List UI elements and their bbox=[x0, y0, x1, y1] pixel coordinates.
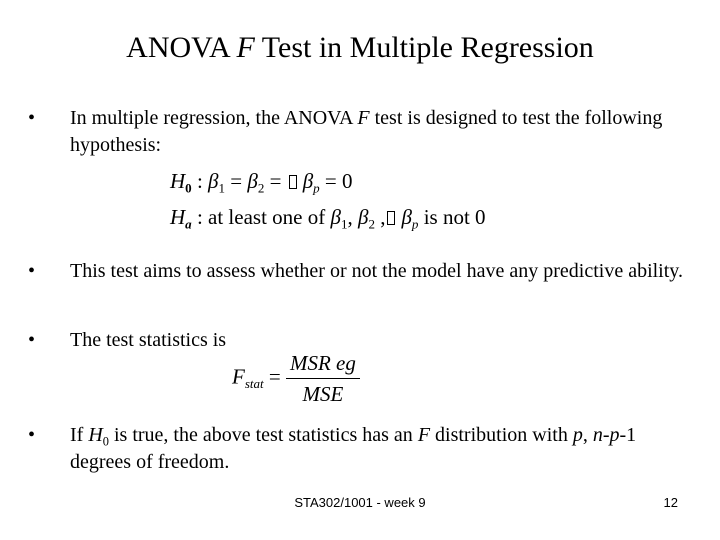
ha-comma-1: , bbox=[347, 205, 358, 229]
fraction bbox=[286, 350, 360, 407]
h0-beta-p: β bbox=[302, 169, 314, 193]
ha-beta-1: β bbox=[330, 205, 341, 229]
formula-equals: = bbox=[263, 364, 286, 389]
ha-symbol: H bbox=[170, 205, 186, 229]
b4-p: p bbox=[572, 424, 583, 446]
bullet-marker: • bbox=[28, 107, 36, 129]
h0-colon: : bbox=[191, 169, 209, 193]
slide-title bbox=[0, 30, 720, 66]
h0-beta-2: β bbox=[247, 169, 258, 193]
ha-subscript: a bbox=[185, 216, 192, 232]
ha-end: is not 0 bbox=[418, 205, 486, 229]
b4-n: n bbox=[592, 424, 603, 446]
b4-part: , bbox=[582, 424, 593, 446]
b4-h-symbol: H bbox=[88, 424, 103, 446]
bullet-4-text bbox=[70, 422, 695, 476]
bullet-1-text bbox=[70, 105, 695, 159]
ha-comma-2: , bbox=[374, 205, 386, 229]
missing-glyph-box-icon bbox=[387, 211, 395, 225]
f-subscript: stat bbox=[244, 375, 264, 391]
bullet-1-italic: F bbox=[357, 107, 370, 129]
title-text-italic: F bbox=[236, 31, 255, 64]
h0-symbol: H bbox=[170, 169, 186, 193]
title-text-pre: ANOVA bbox=[126, 31, 237, 64]
ha-text: : at least one of bbox=[191, 205, 331, 229]
b4-h-sub: 0 bbox=[102, 434, 109, 449]
bullet-2 bbox=[0, 258, 720, 318]
footer-course: STA302/1001 - week 9 bbox=[294, 495, 426, 510]
h0-equals-zero: = 0 bbox=[319, 169, 353, 193]
title-text-post: Test in Multiple Regression bbox=[254, 31, 594, 64]
b4-p: p bbox=[609, 424, 620, 446]
f-symbol: F bbox=[232, 364, 245, 389]
bullet-marker: • bbox=[28, 424, 36, 446]
h0-beta-1-sub: 1 bbox=[218, 180, 226, 196]
b4-part: - bbox=[602, 424, 610, 446]
bullet-4 bbox=[0, 422, 720, 482]
b4-part: If bbox=[70, 424, 89, 446]
h0-subscript: 0 bbox=[185, 180, 192, 196]
h0-beta-1: β bbox=[208, 169, 219, 193]
bullet-3-text: The test statistics is bbox=[70, 329, 227, 351]
ha-beta-1-sub: 1 bbox=[340, 216, 348, 232]
page-number: 12 bbox=[663, 495, 678, 510]
null-hypothesis bbox=[170, 168, 353, 194]
ha-beta-p-sub: p bbox=[411, 216, 419, 232]
h0-equals-1: = bbox=[225, 169, 248, 193]
fraction-numerator: MSR eg bbox=[286, 350, 360, 379]
bullet-marker: • bbox=[28, 329, 36, 351]
missing-glyph-box-icon bbox=[289, 175, 297, 189]
b4-f-symbol: F bbox=[417, 424, 431, 446]
ha-beta-p: β bbox=[401, 205, 412, 229]
bullet-1-pre: In multiple regression, the ANOVA bbox=[70, 107, 358, 129]
bullet-1 bbox=[0, 105, 720, 165]
ha-beta-2-sub: 2 bbox=[368, 216, 375, 232]
h0-equals-2: = bbox=[264, 169, 287, 193]
h0-beta-2-sub: 2 bbox=[257, 180, 265, 196]
h0-beta-p-sub: p bbox=[313, 180, 320, 196]
bullet-3 bbox=[0, 327, 720, 357]
b4-part: -1 degrees of freedom. bbox=[70, 424, 637, 473]
b4-part: is true, the above test statistics has an bbox=[108, 424, 418, 446]
bullet-1-post: test is designed to test the following hypothesis: bbox=[70, 107, 663, 156]
bullet-marker: • bbox=[28, 260, 36, 282]
b4-part: distribution with bbox=[430, 424, 573, 446]
test-statistic-formula bbox=[232, 350, 360, 407]
fraction-denominator: MSE bbox=[302, 382, 344, 406]
alternative-hypothesis bbox=[170, 204, 486, 230]
ha-beta-2: β bbox=[357, 205, 369, 229]
bullet-2-text: This test aims to assess whether or not the model have any predictive ability. bbox=[70, 260, 683, 282]
